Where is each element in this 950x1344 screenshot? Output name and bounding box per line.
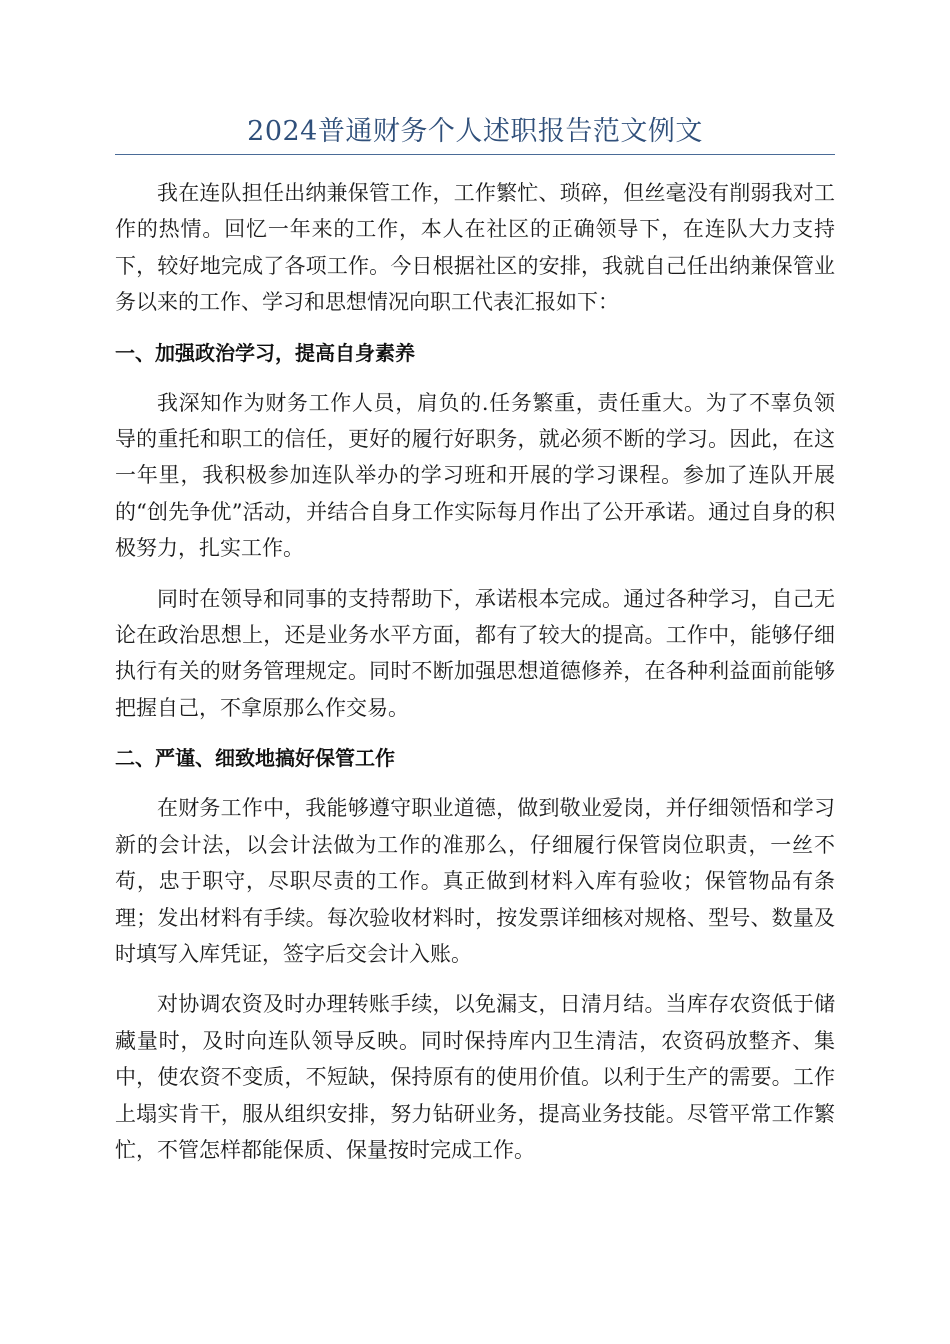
document-body [115,175,835,1182]
paragraph-section1-b: 同时在领导和同事的支持帮助下，承诺根本完成。通过各种学习，自己无论在政治思想上，还是业务水平方面，都有了较大的提高。工作中，能够仔细执行有关的财务管理规定。同时不断加强思想道德修养，在各种利益面前能够把握自己，不拿原那么作交易。 [115,586,835,720]
section-heading-2: 二、严谨、细致地搞好保管工作 [115,746,395,771]
paragraph-section2-b: 对协调农资及时办理转账手续，以免漏支，日清月结。当库存农资低于储藏量时，及时向连队领导反映。同时保持库内卫生清洁，农资码放整齐、集中，使农资不变质，不短缺，保持原有的使用价值。以利于生产的需要。工作上塌实肯干，服从组织安排，努力钻研业务，提高业务技能。尽管平常工作繁忙，不管怎样都能保质、保量按时完成工作。 [115,992,835,1162]
title-underline [115,154,835,155]
document-title: 2024普通财务个人述职报告范文例文 [247,116,703,147]
paragraph-section2-a: 在财务工作中，我能够遵守职业道德，做到敬业爱岗，并仔细领悟和学习新的会计法，以会计法做为工作的准那么，仔细履行保管岗位职责，一丝不苟，忠于职守，尽职尽责的工作。真正做到材料入库有验收；保管物品有条理；发出材料有手续。每次验收材料时，按发票详细核对规格、型号、数量及时填写入库凭证，签字后交会计入账。 [115,796,835,966]
section-heading-1: 一、加强政治学习，提高自身素养 [115,340,415,365]
paragraph-intro: 我在连队担任出纳兼保管工作，工作繁忙、琐碎，但丝毫没有削弱我对工作的热情。回忆一年来的工作，本人在社区的正确领导下，在连队大力支持下，较好地完成了各项工作。今日根据社区的安排，我就自己任出纳兼保管业务以来的工作、学习和思想情况向职工代表汇报如下： [115,181,835,315]
paragraph-section1-a: 我深知作为财务工作人员，肩负的.任务繁重，责任重大。为了不辜负领导的重托和职工的信任，更好的履行好职务，就必须不断的学习。因此，在这一年里，我积极参加连队举办的学习班和开展的学习课程。参加了连队开展的“创先争优”活动，并结合自身工作实际每月作出了公开承诺。通过自身的积极努力，扎实工作。 [115,390,835,561]
